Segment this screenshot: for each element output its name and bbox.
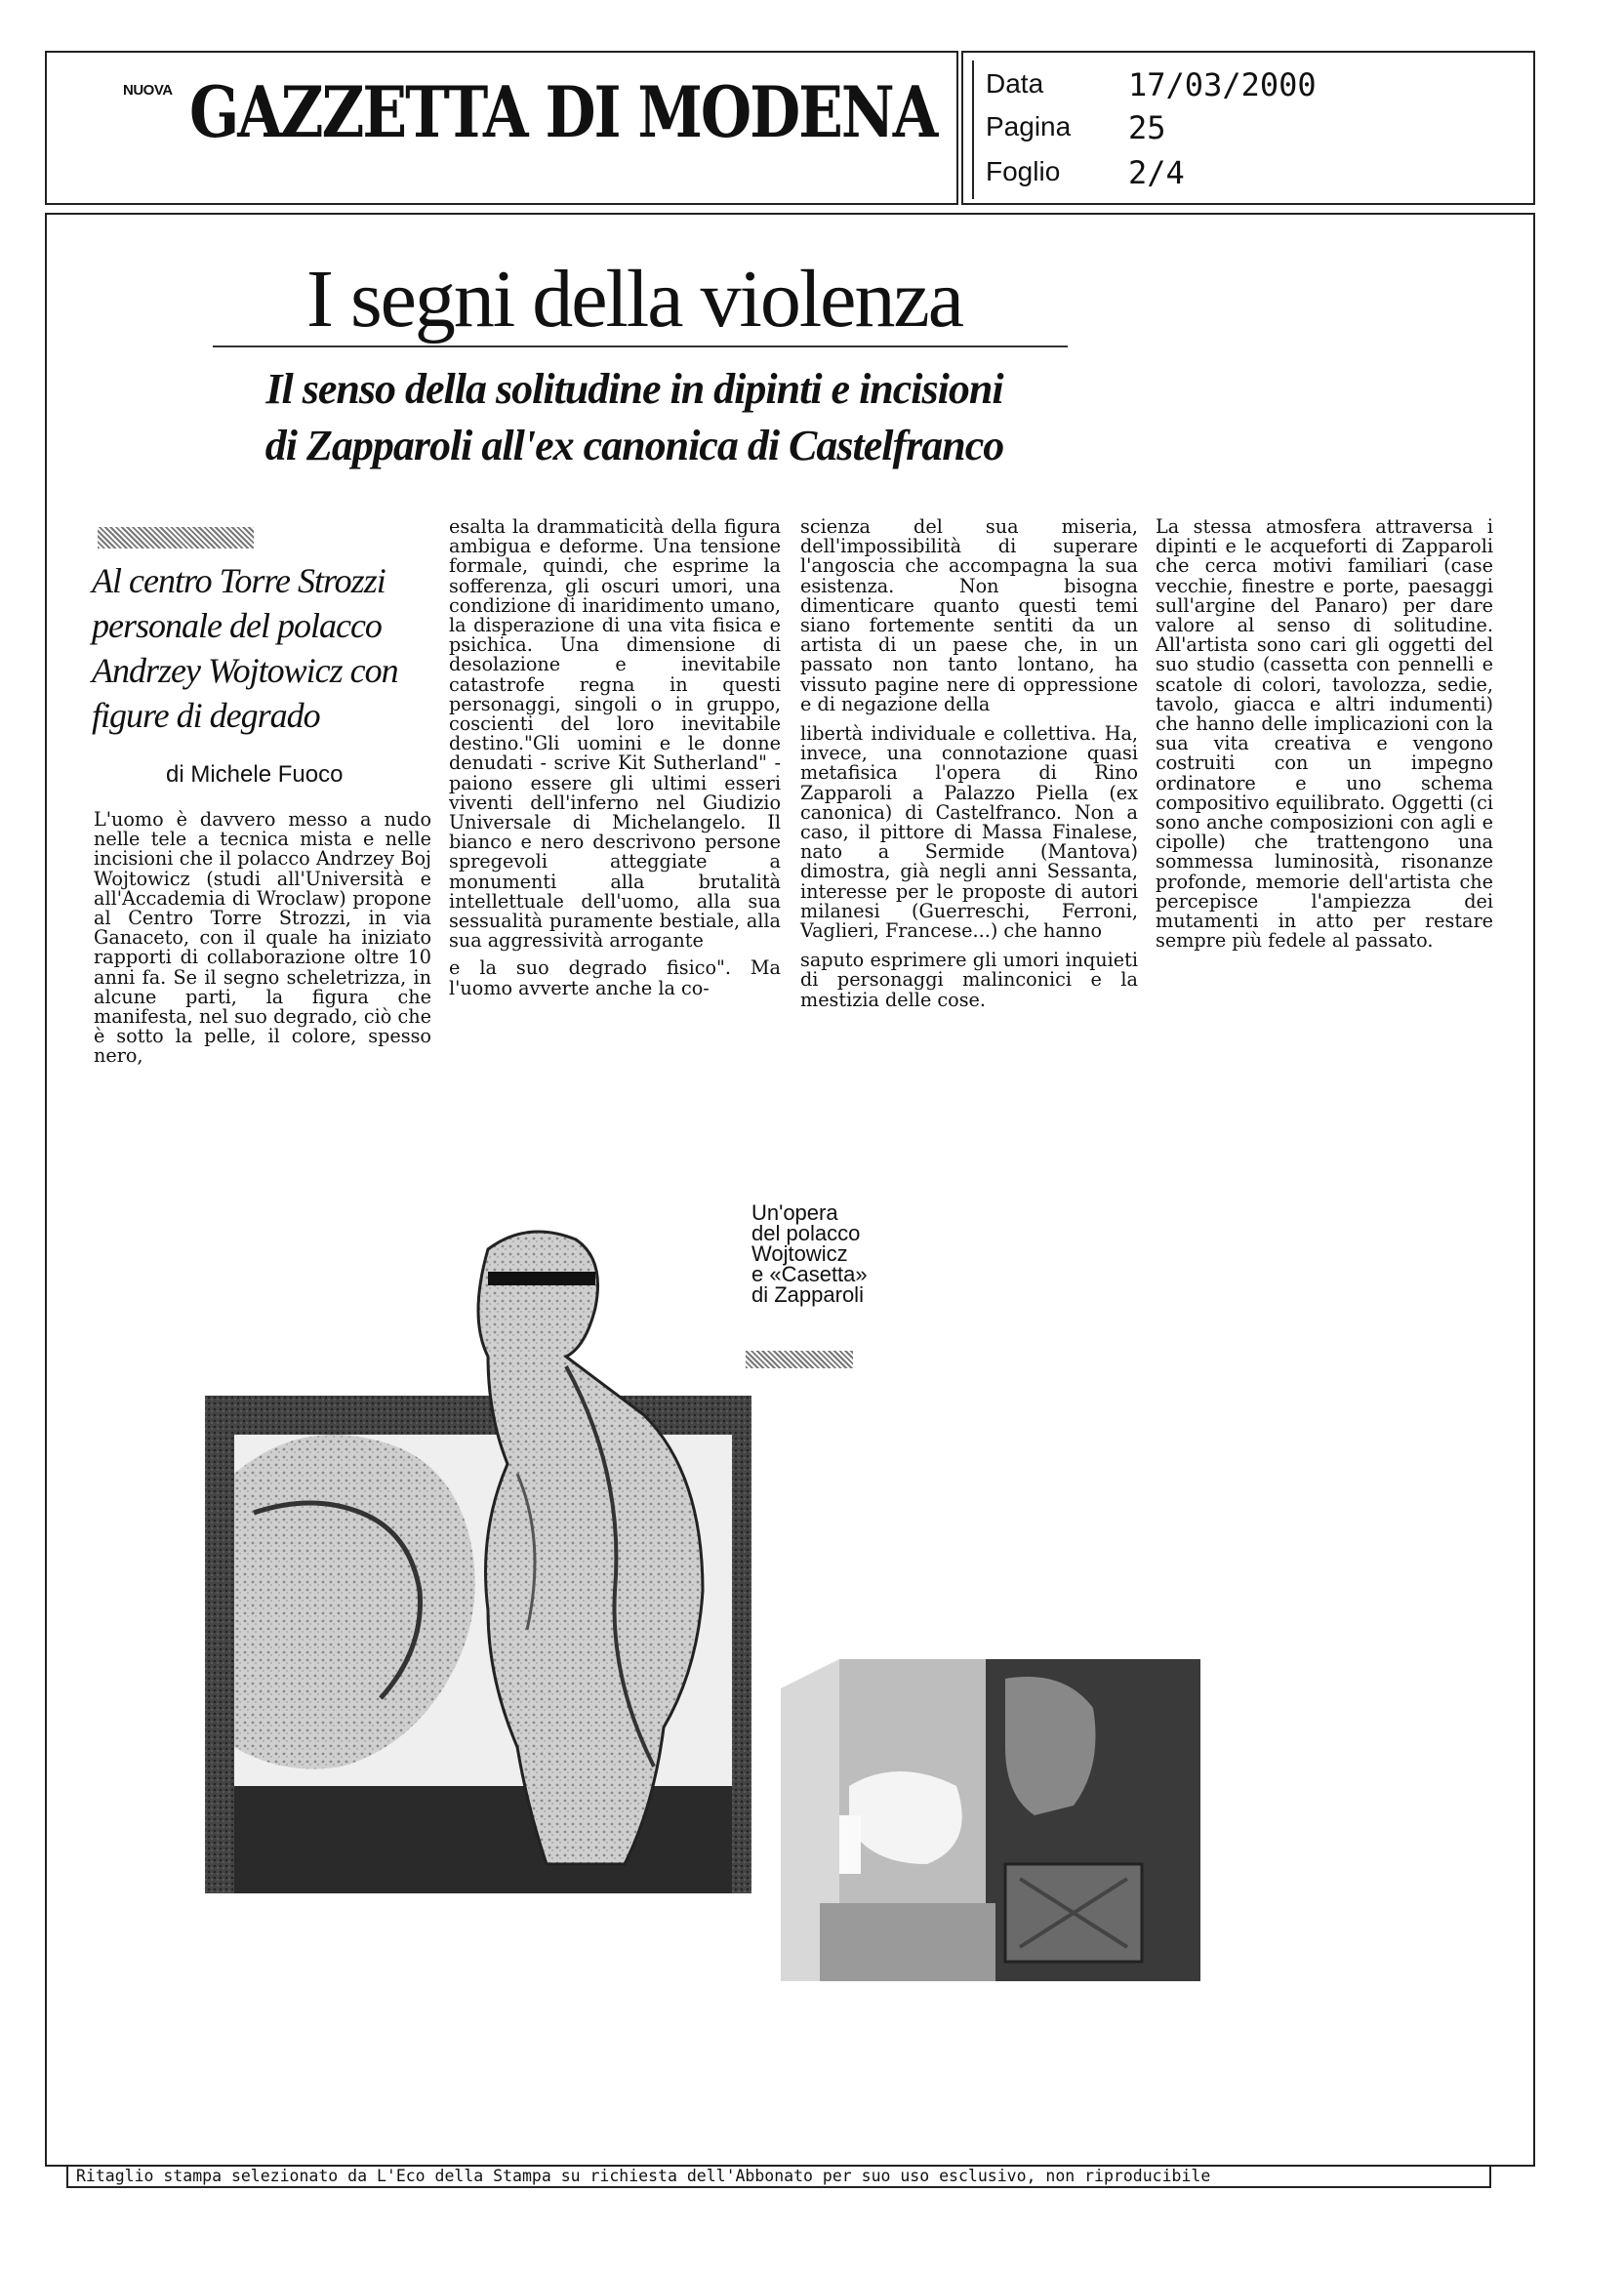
masthead-prefix: NUOVA	[123, 82, 173, 99]
text-column-4	[1156, 517, 1493, 951]
masthead-logo	[119, 72, 937, 160]
meta-divider	[972, 61, 974, 199]
column-4-text: La stessa atmosfera attraversa i dipinti e le acqueforti di Zapparoli che cerca motivi familiari (case vecchie, finestre e porte, paesaggi sull'argine del Panaro) per dare valore al senso di solitudine. All'artista sono cari gli oggetti del suo studio (cassetta con pennelli e scatole di colori, tavolozza, sedie, tavolo, giacca e altri indumenti) che hanno delle implicazioni con la sua vita creativa e vengono costruiti con un impegno ordinatore e uno schema compositivo equilibrato. Oggetti (ci sono anche composizioni con agli e cipolle) che trattengono una sommessa luminosità, risonanze profonde, memorie dell'artista che percepisce l'ampiezza dei mutamenti in atto per restare sempre più fedele al passato.	[1156, 515, 1493, 953]
caption-line: di Zapparoli	[751, 1282, 864, 1307]
subtitle-line-2: di Zapparoli all'ex canonica di Castelfranco	[264, 422, 1004, 469]
masthead-title: GAZZETTA DI MODENA	[189, 72, 937, 154]
subtitle-line-1: Il senso della solitudine in dipinti e incisioni	[265, 365, 1003, 413]
date-label: Data	[986, 68, 1044, 99]
column-3-text-b: libertà individuale e collettiva. Ha, invece, una connotazione quasi metafisica l'opera di Rino Zapparoli a Palazzo Piella (ex canonica) di Castelfranco. Non a caso, il pittore di Massa Finalese, nato a Sermide (Mantova) dimostra, già negli anni Sessanta, interesse per le proposte di autori milanesi (Guerreschi, Ferroni, Vaglieri, Francese...) che hanno	[800, 722, 1138, 943]
article-title: I segni della violenza	[305, 254, 963, 345]
clipping-notice: Ritaglio stampa selezionato da L'Eco della Stampa su richiesta dell'Abbonato per suo uso esclusivo, non riproducibile	[66, 2165, 1491, 2188]
sheet-label: Foglio	[986, 156, 1061, 186]
column-3-text-c: saputo esprimere gli umori inquieti di personaggi malinconici e la mestizia delle cose.	[800, 949, 1138, 1011]
page-label: Pagina	[986, 111, 1072, 142]
article-byline: di Michele Fuoco	[166, 761, 344, 788]
column-1-text: L'uomo è davvero messo a nudo nelle tele a tecnica mista e nelle incisioni che il polacco Andrzey Boj Wojtowicz (studi all'Università e all'Accademia di Wroclaw) propone al Centro Torre Strozzi, in via Ganaceto, con il quale ha iniziato rapporti di collaborazione oltre 10 anni fa. Se il segno scheletrizza, in alcune parti, la figura che manifesta, nel suo degrado, ciò che è sotto la pelle, il colore, spesso nero,	[94, 808, 431, 1068]
title-rule	[213, 345, 1068, 347]
caption-line: Un'opera	[751, 1200, 838, 1225]
column-2-text-a: esalta la drammaticità della figura ambigua e deforme. Una tensione formale, quindi, che esprime la sofferenza, gli oscuri umori, una condizione di inaridimento umano, la disperazione di una vita fisica e psichica. Una dimensione di desolazione e inevitabile catastrofe regna in questi personaggi, singoli o in gruppo, coscienti del loro inevitabile destino."Gli uomini e le donne denudati - scrive Kit Sutherland" - paiono essere gli ultimi esseri viventi dell'inferno nel Giudizio Universale di Michelangelo. Il bianco e nero descrivono persone spregevoli atteggiate a monumenti alla brutalità intellettuale dell'uomo, alla sua sessualità puramente bestiale, alla sua aggressività arrogante	[449, 515, 781, 953]
page-value: 25	[1128, 109, 1166, 146]
date-value: 17/03/2000	[1128, 66, 1317, 103]
text-column-3	[800, 517, 1138, 1010]
wojtowicz-artwork-photo	[195, 1220, 820, 1893]
article-kicker: Al centro Torre Strozzi personale del polacco Andrzey Wojtowicz con figure di degrado	[92, 561, 398, 735]
column-2-text-b: e la suo degrado fisico". Ma l'uomo avverte anche la co-	[449, 956, 781, 999]
sheet-value: 2/4	[1128, 154, 1185, 191]
column-3-text-a: scienza del sua miseria, dell'impossibilità di superare l'angoscia che accompagna la sua esistenza. Non bisogna dimenticare quanto questi temi siano fortemente sentiti da un artista di un paese che, in un passato non tanto lontano, ha vissuto pagine nere di oppressione e di negazione della	[800, 515, 1138, 715]
article-subtitle	[146, 361, 1122, 474]
kicker-hatch	[98, 527, 254, 548]
caption-line: e «Casetta»	[751, 1262, 868, 1286]
caption-line: del polacco	[751, 1221, 861, 1245]
caption-line: Wojtowicz	[751, 1241, 848, 1266]
zapparoli-casetta-photo	[781, 1649, 1200, 1981]
text-column-2	[449, 517, 781, 998]
text-column-1	[94, 810, 431, 1067]
